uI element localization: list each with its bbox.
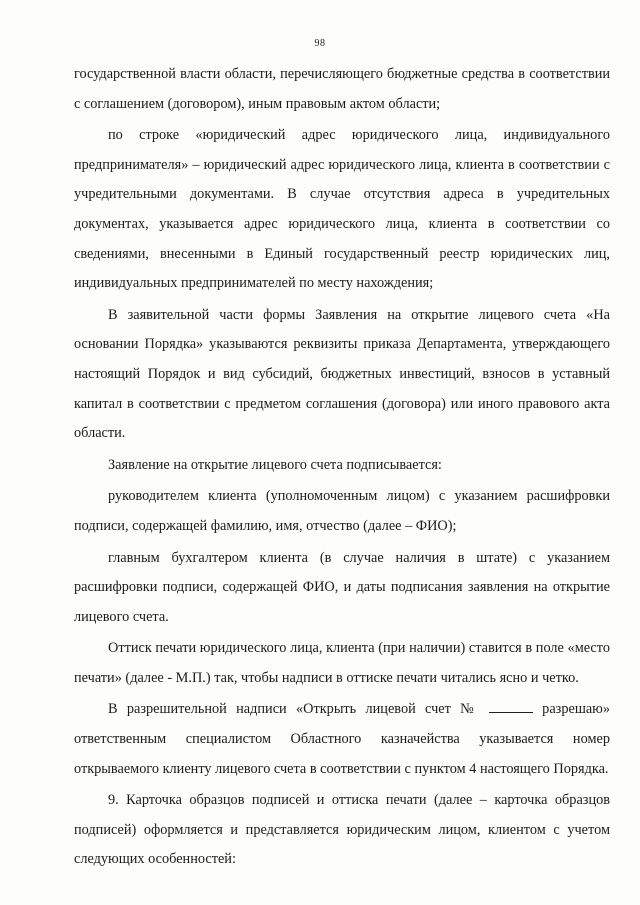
paragraph-legal-address: по строке «юридический адрес юридического лица, индивидуального предпринимателя» – юридический адрес юридического лица, клиента в соответствии с учредительными документами. В случае отсутствия адреса в учредительных документах, указывается адрес юридического лица, клиента в соответствии со сведениями, внесенными в Единый государственный реестр юридических лиц, индивидуальных предпринимателей по месту нахождения;: [74, 127, 610, 292]
paragraph-head-signature: руководителем клиента (уполномоченным лицом) с указанием расшифровки подписи, содержащей фамилию, имя, отчество (далее – ФИО);: [74, 488, 610, 534]
permit-text-start: В разрешительной надписи «Открыть лицевой счет №: [108, 701, 489, 718]
account-number-blank: [489, 700, 533, 713]
paragraph-signature-card: 9. Карточка образцов подписей и оттиска печати (далее – карточка образцов подписей) оформляется и представляется юридическим лицом, клиентом с учетом следующих особенностей:: [74, 792, 610, 868]
paragraph-signed-by: Заявление на открытие лицевого счета подписывается:: [108, 456, 442, 473]
permit-text-end: разрешаю» ответственным специалистом Областного казначейства указывается номер открываемого клиенту лицевого счета в соответствии с пунктом 4 настоящего Порядка.: [74, 701, 610, 777]
document-body: [74, 60, 610, 875]
paragraph-permit-inscription: [74, 695, 610, 784]
paragraph-seal: Оттиск печати юридического лица, клиента (при наличии) ставится в поле «место печати» (далее - М.П.) так, чтобы надписи в оттиске печати читались ясно и четко.: [74, 640, 610, 686]
paragraph-accountant-signature: главным бухгалтером клиента (в случае наличия в штате) с указанием расшифровки подписи, содержащей ФИО, и даты подписания заявления на открытие лицевого счета.: [74, 549, 610, 625]
paragraph-continuation: государственной власти области, перечисляющего бюджетные средства в соответствии с соглашением (договором), иным правовым актом области;: [74, 66, 610, 112]
paragraph-application-basis: В заявительной части формы Заявления на открытие лицевого счета «На основании Порядка» указываются реквизиты приказа Департамента, утверждающего настоящий Порядок и вид субсидий, бюджетных инвестиций, взносов в уставный капитал в соответствии с предметом соглашения (договора) или иного правового акта области.: [74, 306, 610, 442]
page-number: 98: [314, 38, 326, 49]
